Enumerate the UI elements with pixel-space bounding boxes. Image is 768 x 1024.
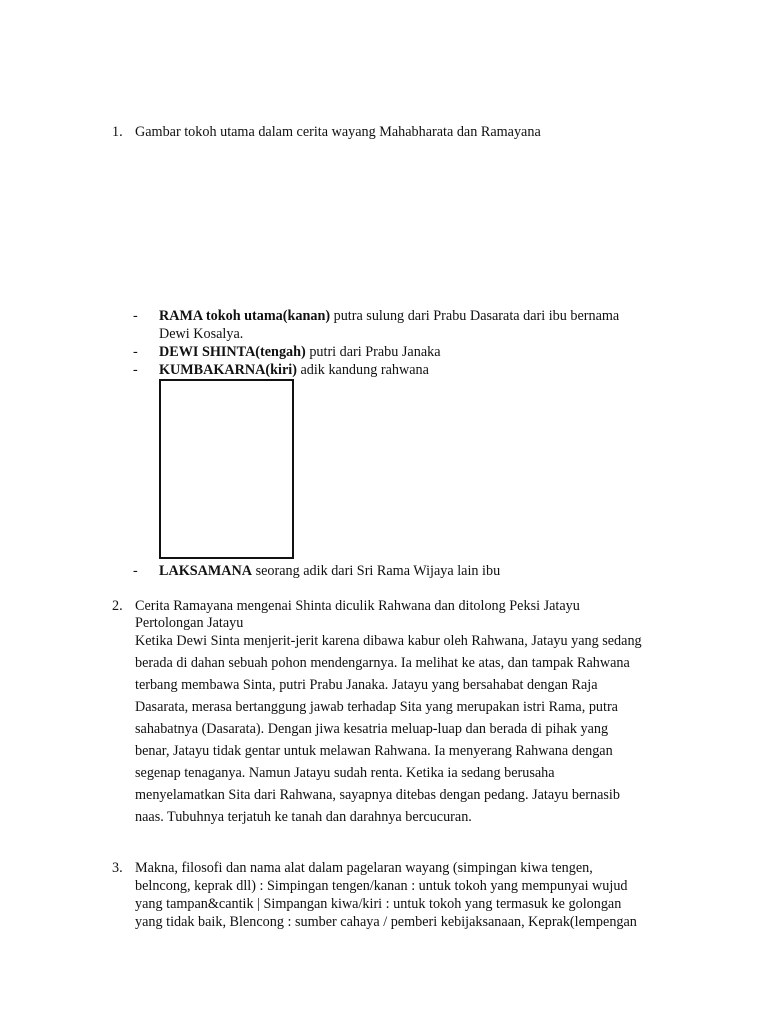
section-line: Makna, filosofi dan nama alat dalam pagelaran wayang (simpingan kiwa tengen,	[135, 860, 593, 876]
paragraph-line: Ketika Dewi Sinta menjerit-jerit karena dibawa kabur oleh Rahwana, Jatayu yang sedang	[135, 633, 642, 649]
bullet-continuation: Dewi Kosalya.	[159, 326, 244, 342]
story-paragraph	[135, 630, 642, 828]
paragraph-line: segenap tenaganya. Namun Jatayu sudah renta. Ketika ia sedang berusaha	[135, 765, 555, 781]
bullet-dash: -	[133, 308, 138, 324]
list-number: 2.	[112, 598, 123, 614]
bullet-item	[159, 562, 500, 580]
bullet-item	[159, 361, 429, 379]
bullet-bold-text: KUMBAKARNA(kiri)	[159, 362, 297, 378]
section-title-line: Pertolongan Jatayu	[135, 615, 244, 631]
section-line: yang tidak baik, Blencong : sumber cahaya / pemberi kebijaksanaan, Keprak(lempengan	[135, 914, 637, 930]
bullet-dash: -	[133, 344, 138, 360]
section-line: yang tampan&cantik | Simpangan kiwa/kiri : untuk tokoh yang termasuk ke golongan	[135, 896, 622, 912]
section-3-text	[135, 859, 637, 931]
paragraph-line: naas. Tubuhnya terjatuh ke tanah dan darahnya bercucuran.	[135, 809, 472, 825]
bullet-text: adik kandung rahwana	[296, 362, 429, 378]
paragraph-line: sahabatnya (Dasarata). Dengan jiwa kesatria meluap-luap dan berada di pihak yang	[135, 721, 609, 737]
bullet-item	[159, 307, 619, 325]
list-number: 3.	[112, 860, 123, 876]
bullet-dash: -	[133, 563, 138, 579]
section-title: Gambar tokoh utama dalam cerita wayang Mahabharata dan Ramayana	[135, 124, 541, 140]
section-title-line: Cerita Ramayana mengenai Shinta diculik Rahwana dan ditolong Peksi Jatayu	[135, 598, 580, 614]
bullet-item	[159, 343, 441, 361]
bullet-text: seorang adik dari Sri Rama Wijaya lain ibu	[252, 563, 501, 579]
list-number: 1.	[112, 124, 123, 140]
paragraph-line: Dasarata, merasa bertanggung jawab terhadap Sita yang merupakan istri Rama, putra	[135, 699, 618, 715]
bullet-bold-text: RAMA tokoh utama(kanan)	[159, 308, 331, 324]
paragraph-line: menyelamatkan Sita dari Rahwana, sayapnya ditebas dengan pedang. Jatayu bernasib	[135, 787, 620, 803]
section-line: belncong, keprak dll) : Simpingan tengen/kanan : untuk tokoh yang mempunyai wujud	[135, 878, 628, 894]
bullet-text: putra sulung dari Prabu Dasarata dari ibu bernama	[330, 308, 620, 324]
paragraph-line: terbang membawa Sinta, putri Prabu Janaka. Jatayu yang bersahabat dengan Raja	[135, 677, 598, 693]
bullet-text: putri dari Prabu Janaka	[305, 344, 441, 360]
bullet-dash: -	[133, 362, 138, 378]
paragraph-line: berada di dahan sebuah pohon mendengarnya. Ia melihat ke atas, dan tampak Rahwana	[135, 655, 630, 671]
character-image-frame	[159, 379, 294, 559]
bullet-bold-text: DEWI SHINTA(tengah)	[159, 344, 306, 360]
paragraph-line: benar, Jatayu tidak gentar untuk melawan Rahwana. Ia menyerang Rahwana dengan	[135, 743, 613, 759]
bullet-bold-text: LAKSAMANA	[159, 563, 253, 579]
